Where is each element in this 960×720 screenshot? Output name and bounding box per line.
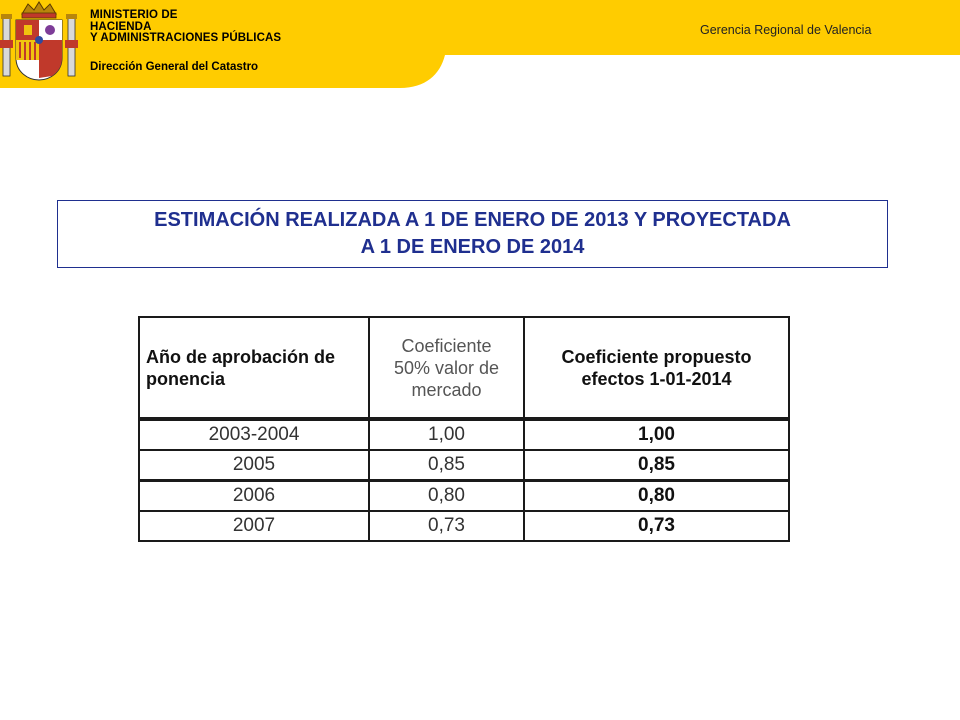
ministry-line-3: Y ADMINISTRACIONES PÚBLICAS xyxy=(90,32,282,44)
cell-market-coefficient: 0,85 xyxy=(369,450,524,481)
cell-year: 2006 xyxy=(139,481,369,512)
header-market-coefficient xyxy=(369,317,524,419)
header-market-coefficient-line-2: 50% valor de xyxy=(393,357,500,378)
table-row xyxy=(139,511,789,541)
cell-year: 2007 xyxy=(139,511,369,541)
coefficient-table xyxy=(138,316,790,542)
cell-market-coefficient: 1,00 xyxy=(369,419,524,450)
cell-market-coefficient: 0,73 xyxy=(369,511,524,541)
header-approval-year-line-2: ponencia xyxy=(146,368,226,389)
header-proposed-coefficient xyxy=(524,317,789,419)
table-header-row xyxy=(139,317,789,419)
coefficient-table-container xyxy=(138,316,790,540)
header-proposed-coefficient-line-2: efectos 1-01-2014 xyxy=(581,368,732,389)
table-row xyxy=(139,419,789,450)
cell-market-coefficient: 0,80 xyxy=(369,481,524,512)
cell-proposed-coefficient: 0,73 xyxy=(524,511,789,541)
table-row xyxy=(139,450,789,481)
ministry-name xyxy=(90,10,281,45)
cell-year: 2003-2004 xyxy=(139,419,369,450)
coat-of-arms-icon xyxy=(0,0,78,82)
cell-proposed-coefficient: 0,85 xyxy=(524,450,789,481)
ministry-line-1: MINISTERIO DE xyxy=(90,9,178,21)
title-line-1: ESTIMACIÓN REALIZADA A 1 DE ENERO DE 2013 Y PROYECTADA xyxy=(154,209,791,231)
header-band xyxy=(0,0,960,90)
title-line-2: A 1 DE ENERO DE 2014 xyxy=(360,236,585,258)
regional-office: Gerencia Regional de Valencia xyxy=(700,23,872,37)
cell-proposed-coefficient: 0,80 xyxy=(524,481,789,512)
slide-title xyxy=(57,200,888,268)
cell-year: 2005 xyxy=(139,450,369,481)
table-row xyxy=(139,481,789,512)
directorate-name: Dirección General del Catastro xyxy=(90,61,259,73)
cell-proposed-coefficient: 1,00 xyxy=(524,419,789,450)
header-market-coefficient-line-1: Coeficiente xyxy=(401,335,492,356)
header-market-coefficient-line-3: mercado xyxy=(411,379,482,400)
header-approval-year xyxy=(139,317,369,419)
ministry-line-2: HACIENDA xyxy=(90,20,152,33)
header-proposed-coefficient-line-1: Coeficiente propuesto xyxy=(561,346,752,367)
header-approval-year-line-1: Año de aprobación de xyxy=(146,346,336,367)
